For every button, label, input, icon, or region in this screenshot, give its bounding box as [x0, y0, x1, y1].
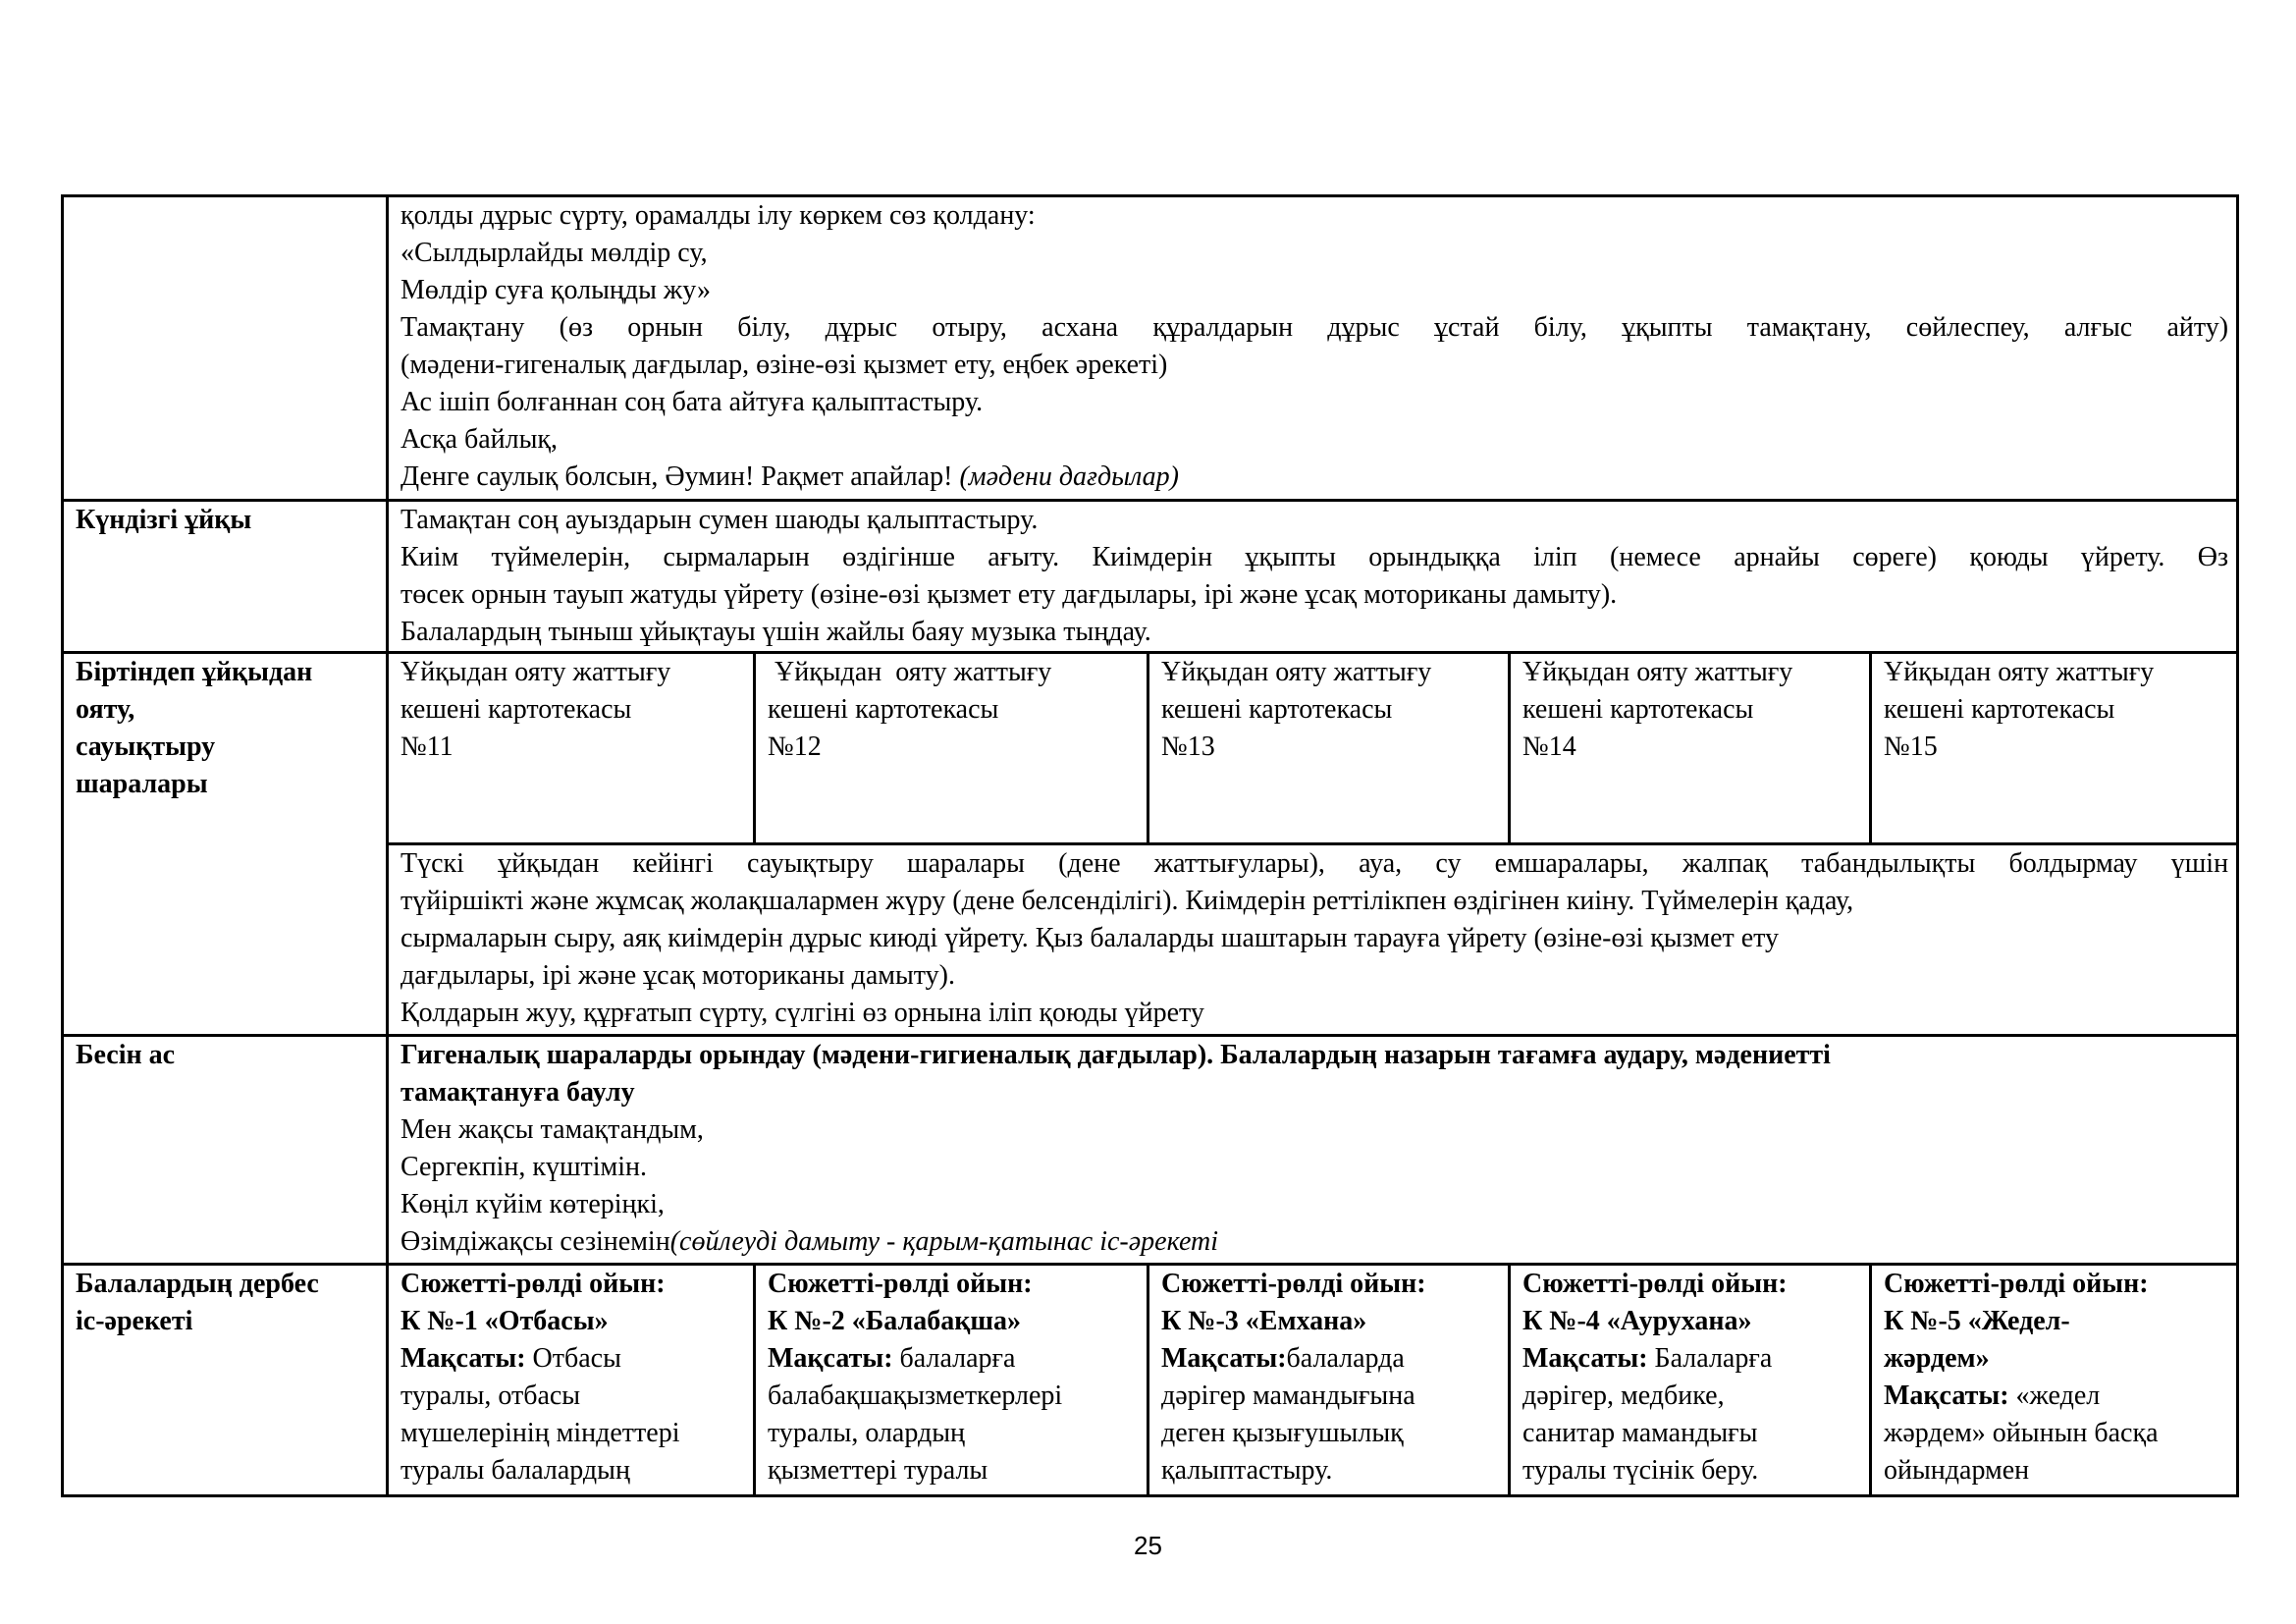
- text-line: Тамақтан соң ауыздарын сумен шаюды қалыптастыру.: [400, 505, 1039, 535]
- text-line: К №-4 «Аурухана»: [1522, 1306, 1752, 1336]
- goal-label: Мақсаты:: [1884, 1380, 2009, 1411]
- goal-label: Мақсаты:: [400, 1343, 526, 1374]
- label-line: іс-әрекеті: [76, 1306, 193, 1336]
- text-line: Сюжетті-рөлді ойын:: [1522, 1269, 1788, 1299]
- label-line: шаралары: [76, 769, 208, 799]
- text-line: [1522, 1340, 1861, 1378]
- text-line: К №-3 «Емхана»: [1161, 1306, 1367, 1336]
- text-regular: «жедел: [2008, 1380, 2101, 1411]
- goal-label: Мақсаты:: [768, 1343, 893, 1374]
- text-line: Сергекпін, күштімін.: [400, 1152, 648, 1182]
- wakeup-card-12: [755, 653, 1148, 844]
- text-regular: Балаларға: [1647, 1343, 1773, 1374]
- roleplay-card-5: [1871, 1265, 2238, 1496]
- text-line: Тамақтану (өз орнын білу, дұрыс отыру, асхана құралдарын дұрыс ұстай білу, ұқыпты тамақтану, сөйлеспеу, алғыс айту): [400, 312, 2229, 343]
- label-line: ояту,: [76, 694, 135, 725]
- text-line: Киім түймелерін, сырмаларын өздігінше ағыту. Киімдерін ұқыпты орындыққа іліп (немесе арнайы сөреге) қоюды үйрету. Өз: [400, 542, 2229, 572]
- text-italic: (мәдени дағдылар): [959, 461, 1179, 492]
- text-line: Сюжетті-рөлді ойын:: [768, 1269, 1033, 1299]
- text-line: К №-1 «Отбасы»: [400, 1306, 609, 1336]
- row-label-snack: Бесін ас: [63, 1036, 388, 1265]
- text-line: сырмаларын сыру, аяқ киімдерін дұрыс киюді үйрету. Қыз балаларды шаштарын тарауға үйрету (өзіне-өзі қызмет ету: [400, 923, 1780, 953]
- table-row: [63, 653, 2238, 844]
- text-line: дәрігер, медбике,: [1522, 1380, 1725, 1411]
- text-line: [1161, 1340, 1500, 1378]
- text-line: жәрдем»: [1884, 1343, 1990, 1374]
- text-line: №12: [768, 731, 822, 762]
- text-line: Көңіл күйім көтеріңкі,: [400, 1189, 665, 1219]
- text-line: Түскі ұйқыдан кейінгі сауықтыру шаралары (дене жаттығулары), ауа, су емшаралары, жалпақ табандылықты болдырмау үшін: [400, 848, 2229, 879]
- wakeup-card-15: [1871, 653, 2238, 844]
- table-row: [63, 844, 2238, 1036]
- text-line: [1884, 1378, 2228, 1415]
- text-regular: балаларда: [1286, 1343, 1405, 1374]
- text-line: қызметтері туралы: [768, 1455, 988, 1486]
- text-line: Сюжетті-рөлді ойын:: [1161, 1269, 1426, 1299]
- text-line: кешені картотекасы: [768, 694, 999, 725]
- page-number: 25: [1134, 1531, 1162, 1560]
- text-line: №11: [400, 731, 454, 762]
- text-line: туралы, отбасы: [400, 1380, 581, 1411]
- text-line: К №-5 «Жедел-: [1884, 1306, 2070, 1336]
- text-line: төсек орнын тауып жатуды үйрету (өзіне-өзі қызмет ету дағдылары, ірі және ұсақ моториканы дамыту).: [400, 579, 1618, 610]
- goal-label: Мақсаты:: [1522, 1343, 1648, 1374]
- text-line: Ұйқыдан ояту жаттығу: [1522, 657, 1793, 687]
- text-line: К №-2 «Балабақша»: [768, 1306, 1022, 1336]
- text-line: [400, 1223, 2228, 1261]
- table-row: [63, 501, 2238, 653]
- text-line: санитар мамандығы: [1522, 1418, 1758, 1448]
- row-label-wakeup: [63, 653, 388, 1036]
- roleplay-card-2: [755, 1265, 1148, 1496]
- text-line: ойындармен: [1884, 1455, 2030, 1486]
- text-line: түйіршікті және жұмсақ жолақшалармен жүру (дене белсенділігі). Киімдерін реттілікпен өздігінен киіну. Түймелерін қадау,: [400, 886, 1854, 916]
- text-line: жәрдем» ойынын басқа: [1884, 1418, 2159, 1448]
- schedule-table: [61, 194, 2239, 1497]
- text-line: Балалардың тыныш ұйықтауы үшін жайлы баяу музыка тыңдау.: [400, 617, 1151, 647]
- text-line: №14: [1522, 731, 1576, 762]
- text-line: [768, 1340, 1139, 1378]
- row-label-empty: [63, 196, 388, 501]
- text-line: кешені картотекасы: [1161, 694, 1393, 725]
- text-line: туралы балалардың: [400, 1455, 630, 1486]
- text-line: Қолдарын жуу, құрғатып сүрту, сүлгіні өз орнына іліп қоюды үйрету: [400, 998, 1204, 1028]
- text-line: дәрігер мамандығына: [1161, 1380, 1415, 1411]
- text-line: балабақшақызметкерлері: [768, 1380, 1063, 1411]
- text-line: туралы түсінік беру.: [1522, 1455, 1759, 1486]
- text-regular: балаларға: [892, 1343, 1016, 1374]
- text-line: Ұйқыдан ояту жаттығу: [1884, 657, 2155, 687]
- text-regular: Өзімдіжақсы сезінемін: [400, 1226, 670, 1257]
- label-line: сауықтыру: [76, 731, 216, 762]
- label-line: Балалардың дербес: [76, 1269, 319, 1299]
- text-line: дағдылары, ірі және ұсақ моториканы дамыту).: [400, 960, 955, 991]
- text-regular: Денге саулық болсын, Әумин! Рақмет апайлар!: [400, 461, 960, 492]
- goal-label: Мақсаты:: [1161, 1343, 1287, 1374]
- meal-hygiene-cell: [388, 196, 2238, 501]
- text-line: (мәдени-гигеналық дағдылар, өзіне-өзі қызмет ету, еңбек әрекеті): [400, 350, 1168, 380]
- table-row: [63, 1036, 2238, 1265]
- text-line: Ұйқыдан ояту жаттығу: [768, 657, 1052, 687]
- row-label-independent: [63, 1265, 388, 1496]
- text-italic: (сөйлеуді дамыту - қарым-қатынас іс-әрекеті: [669, 1226, 1219, 1257]
- snack-cell: [388, 1036, 2238, 1265]
- text-line: Ұйқыдан ояту жаттығу: [1161, 657, 1432, 687]
- text-line: кешені картотекасы: [1884, 694, 2115, 725]
- roleplay-card-4: [1510, 1265, 1871, 1496]
- text-line: №13: [1161, 731, 1215, 762]
- table-row: [63, 1265, 2238, 1496]
- text-line: мүшелерінің міндеттері: [400, 1418, 680, 1448]
- roleplay-card-3: [1148, 1265, 1510, 1496]
- label-line: Біртіндеп ұйқыдан: [76, 657, 313, 687]
- text-line: Сюжетті-рөлді ойын:: [400, 1269, 666, 1299]
- wakeup-card-13: [1148, 653, 1510, 844]
- row-label-nap: Күндізгі ұйқы: [63, 501, 388, 653]
- text-line: [400, 1340, 745, 1378]
- text-line: [400, 459, 2228, 496]
- text-line: Ұйқыдан ояту жаттығу: [400, 657, 671, 687]
- wakeup-card-11: [388, 653, 755, 844]
- text-line: «Сылдырлайды мөлдір су,: [400, 238, 708, 268]
- text-line: Сюжетті-рөлді ойын:: [1884, 1269, 2149, 1299]
- text-line: Асқа байлық,: [400, 424, 559, 455]
- text-regular: Отбасы: [525, 1343, 621, 1374]
- wakeup-activities-cell: [388, 844, 2238, 1036]
- text-line: қолды дұрыс сүрту, орамалды ілу көркем сөз қолдану:: [400, 200, 1036, 231]
- table-row: [63, 196, 2238, 501]
- text-line: тамақтануға баулу: [400, 1077, 635, 1108]
- text-line: деген қызығушылық: [1161, 1418, 1404, 1448]
- nap-cell: [388, 501, 2238, 653]
- text-line: Ас ішіп болғаннан соң бата айтуға қалыптастыру.: [400, 387, 984, 417]
- text-line: кешені картотекасы: [400, 694, 632, 725]
- text-line: туралы, олардың: [768, 1418, 966, 1448]
- text-line: қалыптастыру.: [1161, 1455, 1333, 1486]
- text-line: Мөлдір суға қолыңды жу»: [400, 275, 711, 305]
- roleplay-card-1: [388, 1265, 755, 1496]
- text-line: кешені картотекасы: [1522, 694, 1754, 725]
- text-line: Гигеналық шараларды орындау (мәдени-гигиеналық дағдылар). Балалардың назарын тағамға аудару, мәдениетті: [400, 1040, 1831, 1070]
- text-line: Мен жақсы тамақтандым,: [400, 1114, 704, 1145]
- wakeup-card-14: [1510, 653, 1871, 844]
- text-line: №15: [1884, 731, 1938, 762]
